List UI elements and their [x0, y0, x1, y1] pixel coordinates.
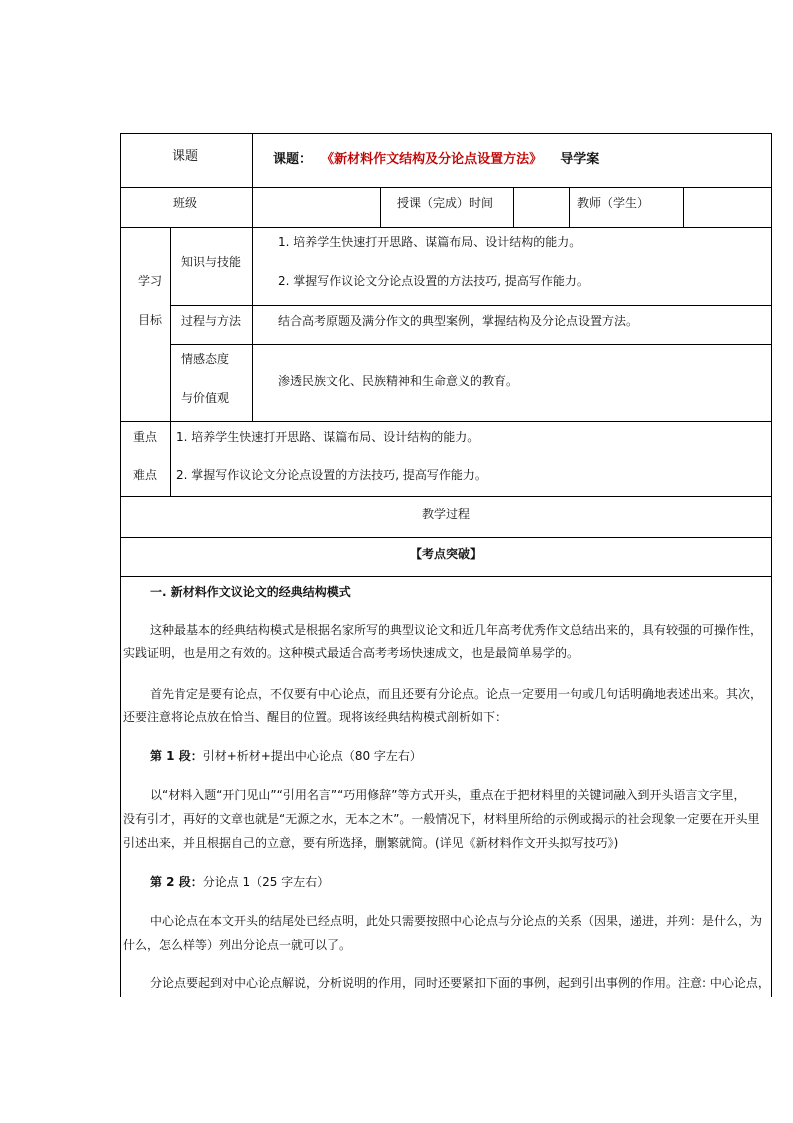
key-point-2: 2. 掌握写作议论文分论点设置的方法技巧, 提高写作能力。 [176, 468, 487, 482]
knowledge-label: 知识与技能 [181, 255, 242, 269]
row-divider [120, 576, 772, 577]
knowledge-item-2: 2. 掌握写作议论文分论点设置的方法技巧, 提高写作能力。 [278, 274, 589, 288]
paragraph-line: 还要注意将论点放在恰当、醒目的位置。现将该经典结构模式剖析如下： [123, 710, 508, 724]
row-divider [120, 227, 772, 228]
title-prefix: 课题： [273, 152, 313, 167]
lesson-title [273, 148, 599, 167]
paragraph-line: 没有引才，再好的文章也就是“无源之水，无本之木”。一般情况下，材料里所给的示例或揭示的社会现象一定要在开头里 [123, 812, 760, 826]
label-time: 授课（完成）时间 [397, 196, 494, 210]
label-teacher: 教师（学生） [577, 196, 650, 210]
column-divider [569, 187, 570, 227]
paragraph-line: 什么，怎么样等）列出分论点一就可以了。 [123, 938, 352, 952]
title-main: 《新材料作文结构及分论点设置方法》 [321, 152, 543, 167]
exam-points-heading: 【考点突破】 [409, 547, 482, 561]
column-divider [170, 227, 171, 496]
row-divider [120, 496, 772, 497]
teaching-process-heading: 教学过程 [421, 507, 470, 521]
emotion-label-1: 情感态度 [181, 352, 230, 366]
label-keti: 课题 [172, 149, 199, 164]
paragraph-1-text: 引材+析材+提出中心论点（80 字左右） [202, 749, 422, 763]
paragraph-line: 引述出来，并且根据自己的立意，要有所选择，删繁就简。(详见《新材料作文开头拟写技巧》) [123, 836, 619, 850]
objectives-label-line2: 目标 [138, 313, 163, 327]
emotion-label-2: 与价值观 [181, 391, 230, 405]
paragraph-1-label: 第 1 段： [150, 749, 203, 763]
paragraph-line: 中心论点在本文开头的结尾处已经点明，此处只需要按照中心论点与分论点的关系（因果，递进，并列：是什么，为 [150, 914, 763, 928]
paragraph-heading-1 [150, 748, 422, 764]
paragraph-line: 分论点要起到对中心论点解说，分析说明的作用，同时还要紧扣下面的事例，起到引出事例的作用。注意: 中心论点， [150, 976, 770, 990]
key-point-1: 1. 培养学生快速打开思路、谋篇布局、设计结构的能力。 [176, 430, 480, 444]
section-title: 一. 新材料作文议论文的经典结构模式 [150, 585, 351, 599]
paragraph-line: 以“材料入题“开门见山”“引用名言”“巧用修辞”等方式开头，重点在于把材料里的关键词融入到开头语言文字里， [150, 788, 746, 802]
key-points-label-2: 难点 [133, 468, 158, 482]
paragraph-line: 实践证明，也是用之有效的。这种模式最适合高考考场快速成文，也是最简单易学的。 [123, 646, 580, 660]
row-divider [120, 187, 772, 188]
column-divider [683, 187, 684, 227]
row-divider [120, 421, 772, 422]
objectives-label-line1: 学习 [138, 274, 163, 288]
process-method-label: 过程与方法 [181, 314, 242, 328]
title-suffix: 导学案 [560, 152, 600, 167]
paragraph-2-label: 第 2 段： [150, 875, 203, 889]
paragraph-line: 首先肯定是要有论点，不仅要有中心论点，而且还要有分论点。论点一定要用一句或几句话明确地表述出来。其次， [150, 687, 763, 701]
column-divider [380, 187, 381, 227]
process-method-text: 结合高考原题及满分作文的典型案例，掌握结构及分论点设置方法。 [278, 314, 639, 328]
paragraph-2-text: 分论点 1（25 字左右） [202, 875, 330, 889]
key-points-label-1: 重点 [133, 430, 158, 444]
paragraph-heading-2 [150, 874, 329, 890]
row-divider [170, 305, 772, 306]
label-banji: 班级 [173, 196, 198, 210]
knowledge-item-1: 1. 培养学生快速打开思路、谋篇布局、设计结构的能力。 [278, 235, 582, 249]
column-divider [252, 133, 253, 227]
emotion-text: 渗透民族文化、民族精神和生命意义的教育。 [278, 374, 519, 388]
row-divider [120, 537, 772, 538]
column-divider [252, 227, 253, 421]
paragraph-line: 这种最基本的经典结构模式是根据名家所写的典型议论文和近几年高考优秀作文总结出来的，具有较强的可操作性， [150, 623, 763, 637]
column-divider [513, 187, 514, 227]
row-divider [170, 344, 772, 345]
